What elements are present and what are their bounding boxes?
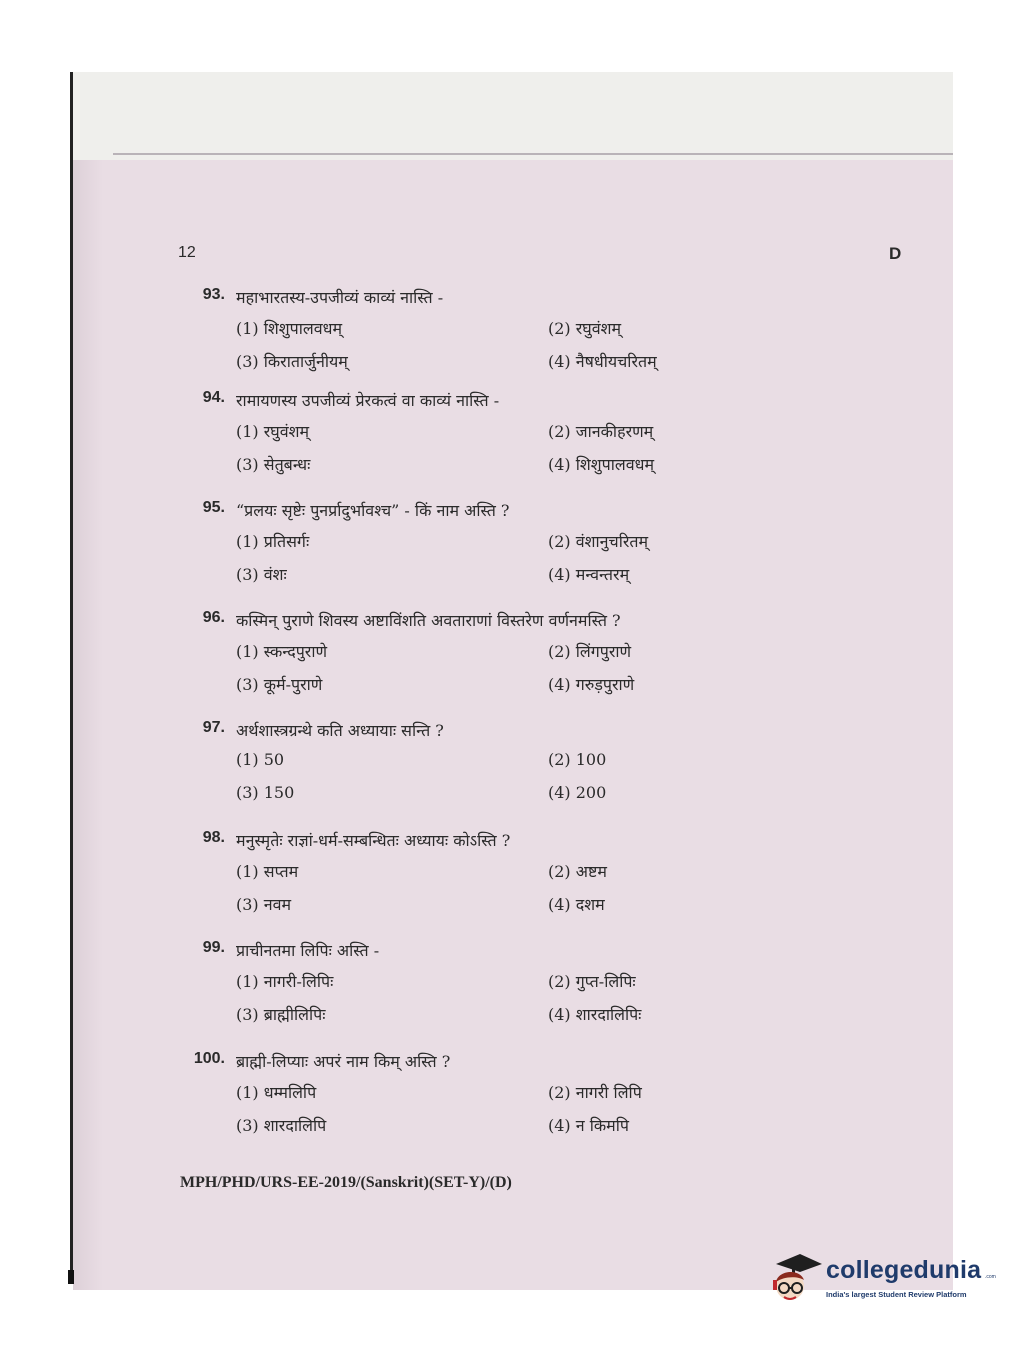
question-number: 99. [202,939,225,956]
option-1: (1) नागरी-लिपिः [236,972,334,991]
top-sheet [73,72,953,164]
option-4: (4) शारदालिपिः [548,1005,642,1024]
question-number: 96. [202,609,225,626]
option-1: (1) प्रतिसर्गः [236,532,310,551]
option-4: (4) शिशुपालवधम् [548,455,655,474]
option-2: (2) जानकीहरणम् [548,422,654,441]
question-number: 94. [202,389,225,406]
option-3: (3) सेतुबन्धः [236,455,311,474]
option-3: (3) शारदालिपि [236,1116,327,1135]
option-3: (3) कूर्म-पुराणे [236,675,323,694]
question-text: रामायणस्य उपजीव्यं प्रेरकत्वं वा काव्यं नास्ति - [236,391,500,410]
option-2: (2) लिंगपुराणे [548,642,632,661]
option-3: (3) 150 [236,783,295,802]
option-1: (1) शिशुपालवधम् [236,319,343,338]
option-1: (1) 50 [236,750,285,769]
graduate-mascot-icon [770,1250,822,1306]
option-2: (2) अष्टम [548,862,607,881]
option-4: (4) न किमपि [548,1116,629,1135]
option-1: (1) रघुवंशम् [236,422,310,441]
brand-tagline: India's largest Student Review Platform [826,1290,967,1299]
scan-mark [68,1270,74,1284]
question-number: 93. [202,286,225,303]
option-4: (4) गरुड़पुराणे [548,675,635,694]
option-1: (1) स्कन्दपुराणे [236,642,328,661]
option-2: (2) 100 [548,750,607,769]
brand-tld: .com [985,1274,996,1280]
question-text: मनुस्मृतेः राज्ञां-धर्म-सम्बन्धितः अध्यायः कोऽस्ति ? [236,831,511,850]
paper-code: MPH/PHD/URS-EE-2019/(Sanskrit)(SET-Y)/(D) [180,1174,512,1191]
question-number: 100. [193,1050,225,1067]
question-text: कस्मिन् पुराणे शिवस्य अष्टाविंशति अवताराणां विस्तरेण वर्णनमस्ति ? [236,611,621,630]
option-1: (1) धम्मलिपि [236,1083,317,1102]
question-number: 98. [202,829,225,846]
question-number: 97. [202,719,225,736]
option-4: (4) मन्वन्तरम् [548,565,630,584]
option-4: (4) नैषधीयचरितम् [548,352,657,371]
set-letter: D [889,244,902,263]
option-4: (4) 200 [548,783,607,802]
brand-name: collegedunia [826,1256,982,1284]
option-2: (2) गुप्त-लिपिः [548,972,636,991]
question-text: महाभारतस्य-उपजीव्यं काव्यं नास्ति - [236,288,444,307]
option-2: (2) रघुवंशम् [548,319,622,338]
question-text: ब्राह्मी-लिप्याः अपरं नाम किम् अस्ति ? [236,1052,451,1071]
collegedunia-logo [770,1250,995,1310]
option-3: (3) किरातार्जुनीयम् [236,352,348,371]
question-text: प्राचीनतमा लिपिः अस्ति - [236,941,380,960]
sheet-crease [113,153,953,155]
question-number: 95. [202,499,225,516]
option-1: (1) सप्तम [236,862,299,881]
question-text: अर्थशास्त्रग्रन्थे कति अध्यायाः सन्ति ? [236,721,444,740]
option-4: (4) दशम [548,895,605,914]
option-2: (2) नागरी लिपि [548,1083,642,1102]
option-3: (3) नवम [236,895,292,914]
page-number: 12 [178,244,196,261]
option-3: (3) वंशः [236,565,287,584]
option-2: (2) वंशानुचरितम् [548,532,649,551]
option-3: (3) ब्राह्मीलिपिः [236,1005,326,1024]
question-text: “प्रलयः सृष्टेः पुनर्प्रादुर्भावश्च” - किं नाम अस्ति ? [236,501,510,520]
